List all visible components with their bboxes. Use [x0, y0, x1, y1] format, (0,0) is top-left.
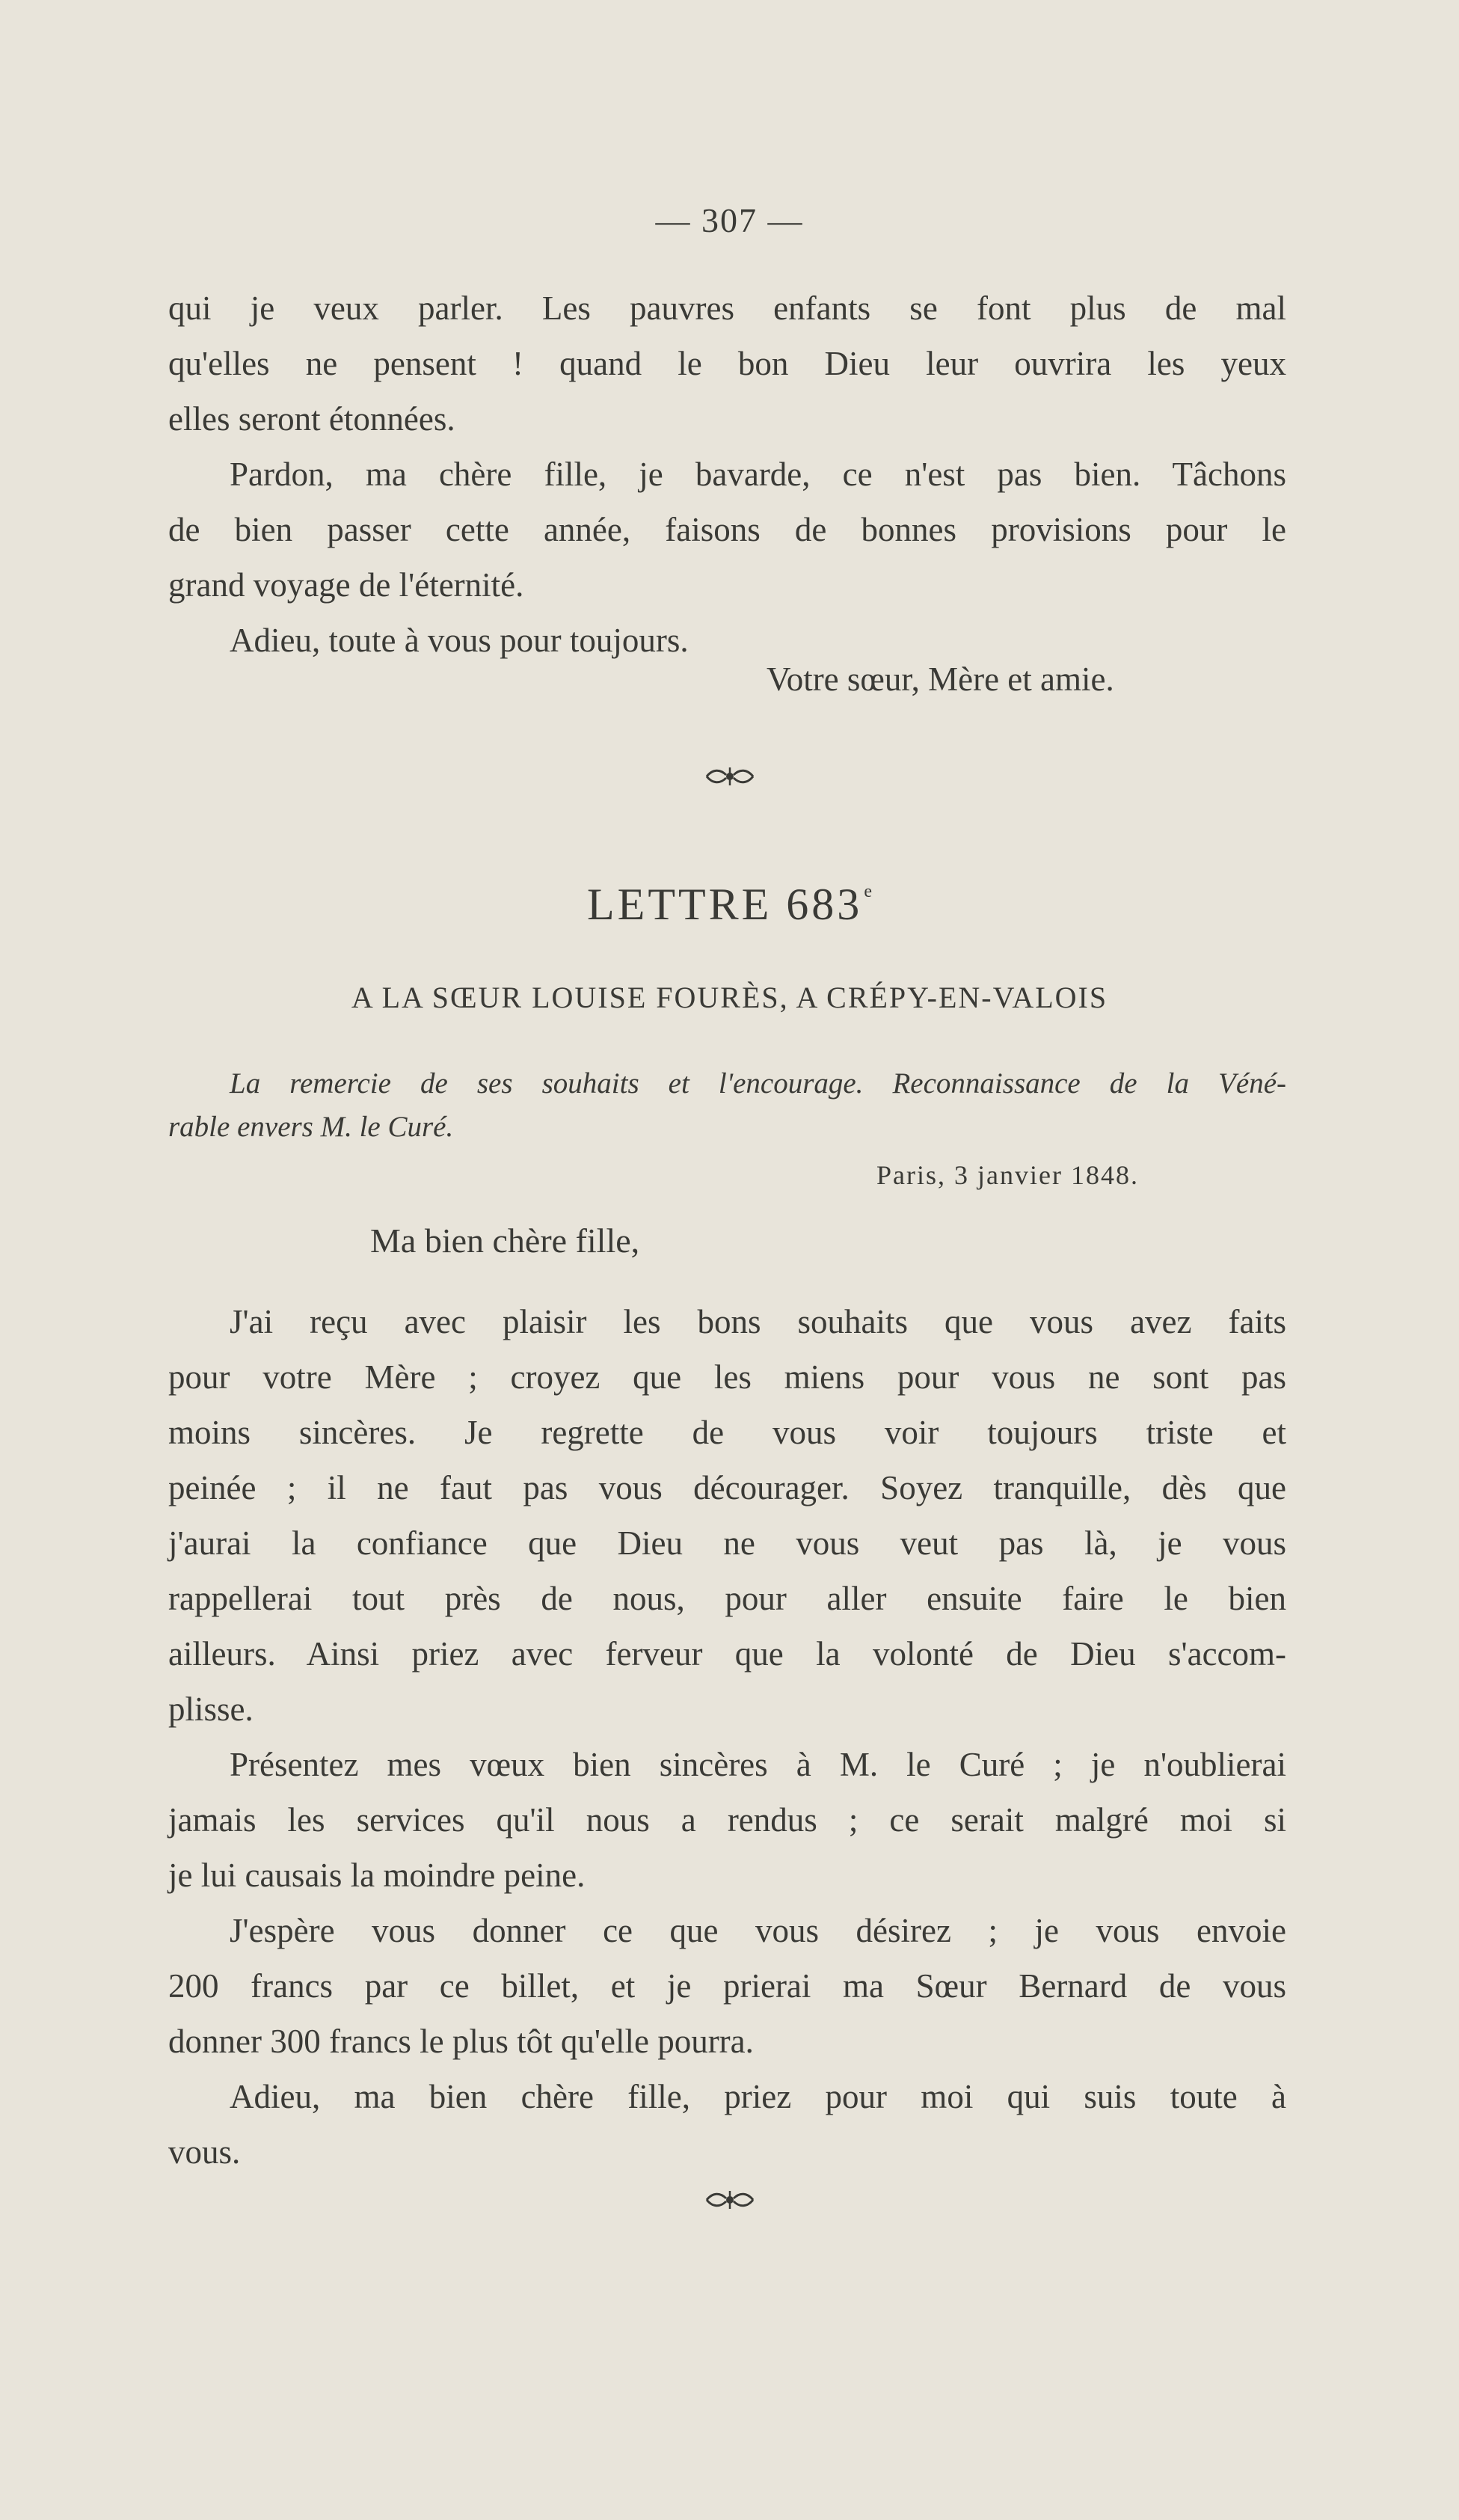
text-line: 200 francs par ce billet, et je prierai ma Sœur Bernard de vous: [168, 1967, 1286, 2005]
text-line: donner 300 francs le plus tôt qu'elle pourra.: [168, 2023, 754, 2060]
signature: Votre sœur, Mère et amie.: [767, 660, 1114, 698]
text-line: plisse.: [168, 1690, 254, 1728]
text-line: jamais les services qu'il nous a rendus ; ce serait malgré moi si: [168, 1801, 1286, 1839]
letter-title-suffix: e: [864, 882, 872, 901]
page-number: — 307 —: [655, 201, 804, 239]
text-line: grand voyage de l'éternité.: [168, 566, 524, 604]
letter-summary: [168, 1062, 1286, 1149]
fleuron-ornament-icon: [704, 764, 756, 788]
salutation: Ma bien chère fille,: [370, 1221, 640, 1260]
dateline: Paris, 3 janvier 1848.: [876, 1160, 1139, 1190]
letter-addressee: A LA SŒUR LOUISE FOURÈS, A CRÉPY-EN-VALOIS: [351, 981, 1108, 1014]
letter-body: [168, 1294, 1286, 2180]
text-line: vous.: [168, 2133, 241, 2171]
text-line: J'ai reçu avec plaisir les bons souhaits que vous avez faits: [230, 1303, 1286, 1340]
text-line: pour votre Mère ; croyez que les miens pour vous ne sont pas: [168, 1358, 1286, 1396]
text-line: je lui causais la moindre peine.: [168, 1857, 586, 1894]
fleuron-ornament-icon: [704, 2188, 756, 2212]
text-line: de bien passer cette année, faisons de bonnes provisions pour le: [168, 511, 1286, 548]
text-line: Adieu, ma bien chère fille, priez pour moi qui suis toute à: [230, 2078, 1286, 2115]
letter-title-text: LETTRE 683: [587, 880, 863, 929]
text-line: j'aurai la confiance que Dieu ne vous veut pas là, je vous: [168, 1524, 1286, 1562]
text-line: Présentez mes vœux bien sincères à M. le Curé ; je n'oublierai: [230, 1746, 1286, 1783]
text-line: moins sincères. Je regrette de vous voir toujours triste et: [168, 1414, 1286, 1451]
text-line: rappellerai tout près de nous, pour aller ensuite faire le bien: [168, 1580, 1286, 1617]
summary-line: rable envers M. le Curé.: [168, 1111, 454, 1143]
text-line: J'espère vous donner ce que vous désirez ; je vous envoie: [230, 1912, 1286, 1949]
text-line: ailleurs. Ainsi priez avec ferveur que la volonté de Dieu s'accom-: [168, 1635, 1286, 1673]
text-line: qui je veux parler. Les pauvres enfants se font plus de mal: [168, 289, 1286, 327]
text-line: qu'elles ne pensent ! quand le bon Dieu leur ouvrira les yeux: [168, 345, 1286, 382]
summary-line: La remercie de ses souhaits et l'encourage. Reconnaissance de la Véné-: [230, 1067, 1286, 1100]
top-section: [168, 280, 1286, 668]
letter-title: [0, 879, 1459, 931]
text-line: Adieu, toute à vous pour toujours.: [230, 622, 689, 659]
text-line: elles seront étonnées.: [168, 400, 455, 438]
text-line: Pardon, ma chère fille, je bavarde, ce n'est pas bien. Tâchons: [230, 456, 1286, 493]
text-line: peinée ; il ne faut pas vous décourager. Soyez tranquille, dès que: [168, 1469, 1286, 1506]
